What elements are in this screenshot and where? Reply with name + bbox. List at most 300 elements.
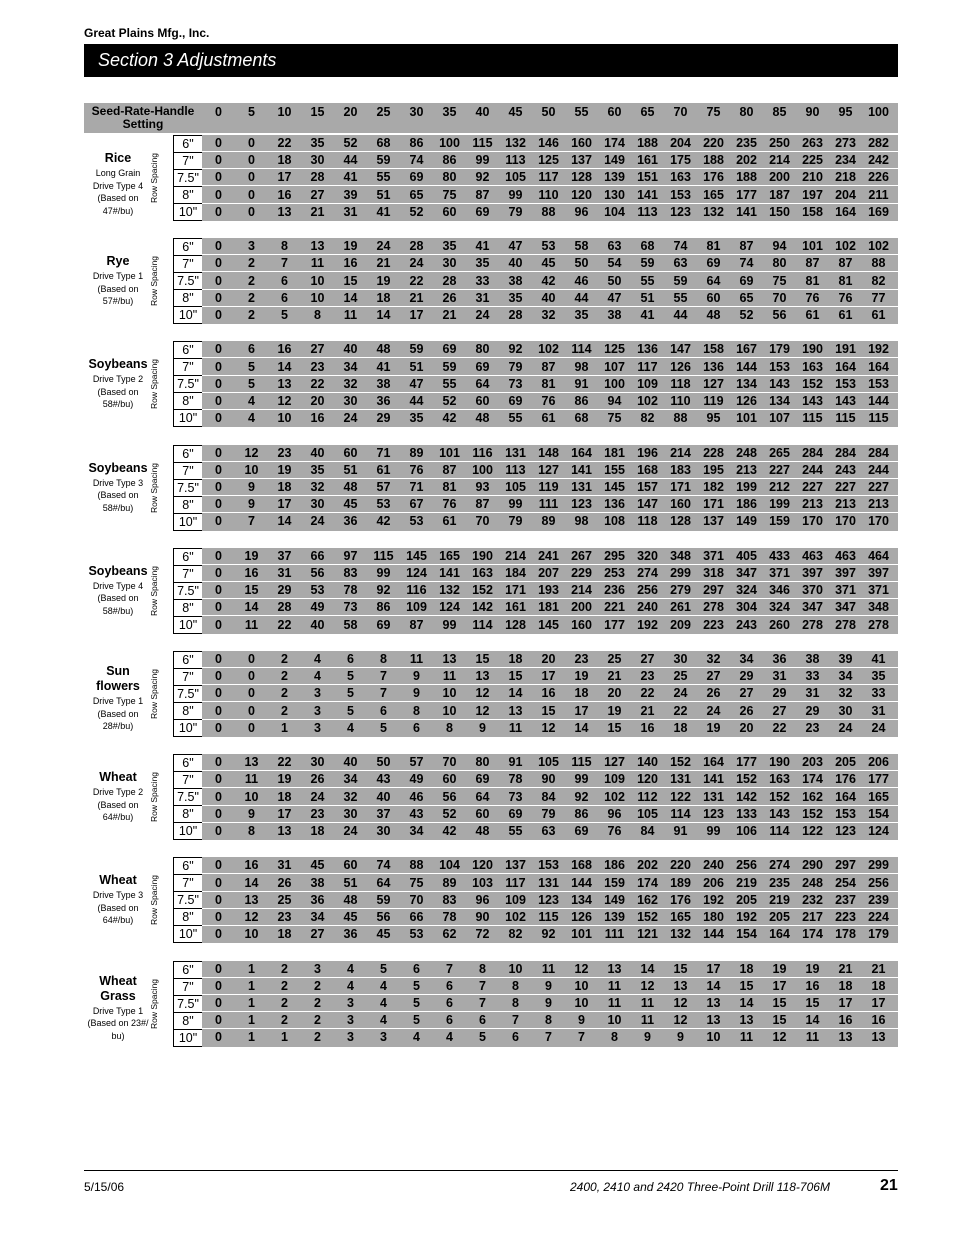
rate-values-grid	[202, 445, 898, 531]
rate-value-cell: 98	[574, 514, 589, 529]
rate-value-cell: 23	[277, 909, 292, 924]
rate-value-cell: 59	[640, 256, 655, 271]
rate-value-cell: 174	[802, 772, 823, 787]
rate-value-cell: 87	[475, 497, 490, 512]
rate-value-cell: 0	[215, 875, 222, 890]
rate-value-cell: 24	[310, 789, 325, 804]
rate-value-cell: 206	[703, 875, 724, 890]
rate-value-cell: 20	[310, 393, 325, 408]
rate-value-cell: 16	[541, 686, 556, 701]
rate-value-cell: 2	[314, 978, 321, 993]
rate-value-cell: 82	[871, 273, 886, 288]
rate-value-cell: 75	[607, 411, 622, 426]
rate-value-cell: 41	[376, 204, 391, 219]
rate-value-cell: 0	[215, 927, 222, 942]
rate-value-cell: 24	[409, 256, 424, 271]
row-spacing-cell: 6"	[174, 858, 202, 875]
table-row	[202, 462, 898, 479]
rate-value-cell: 152	[472, 583, 493, 598]
table-row	[202, 152, 898, 169]
rate-value-cell: 220	[703, 136, 724, 150]
rate-value-cell: 102	[868, 239, 889, 254]
setting-header-cell: 20	[343, 105, 358, 119]
rate-value-cell: 160	[571, 617, 592, 632]
rate-value-cell: 11	[244, 617, 259, 632]
row-spacing-cell: 7.5"	[174, 376, 202, 393]
setting-header-cell: 60	[607, 105, 622, 119]
rate-value-cell: 18	[277, 479, 292, 494]
rate-value-cell: 0	[215, 565, 222, 580]
rate-value-cell: 0	[248, 686, 255, 701]
rate-value-cell: 163	[670, 170, 691, 185]
rate-value-cell: 76	[442, 497, 457, 512]
rate-value-cell: 81	[706, 239, 721, 254]
rate-value-cell: 12	[673, 995, 688, 1010]
rate-value-cell: 21	[442, 307, 457, 322]
rate-value-cell: 78	[508, 772, 523, 787]
rate-value-cell: 15	[607, 720, 622, 735]
rate-value-cell: 214	[571, 583, 592, 598]
table-row	[202, 1012, 898, 1029]
rate-value-cell: 347	[835, 600, 856, 615]
rate-value-cell: 68	[574, 411, 589, 426]
row-spacing-column	[173, 341, 202, 427]
rate-value-cell: 132	[439, 583, 460, 598]
rate-value-cell: 226	[868, 170, 889, 185]
rate-value-cell: 278	[868, 617, 889, 632]
rate-value-cell: 193	[538, 583, 559, 598]
rate-value-cell: 244	[868, 462, 889, 477]
rate-value-cell: 176	[835, 772, 856, 787]
rate-value-cell: 79	[541, 806, 556, 821]
rate-value-cell: 98	[574, 359, 589, 374]
rate-value-cell: 397	[835, 565, 856, 580]
rate-value-cell: 105	[637, 806, 658, 821]
rate-value-cell: 155	[604, 462, 625, 477]
rate-value-cell: 227	[868, 479, 889, 494]
rate-value-cell: 30	[673, 652, 688, 666]
rate-value-cell: 54	[607, 256, 622, 271]
rate-value-cell: 11	[739, 1030, 754, 1045]
rate-value-cell: 36	[343, 927, 358, 942]
rate-value-cell: 22	[772, 720, 787, 735]
rate-value-cell: 244	[802, 462, 823, 477]
rate-value-cell: 205	[835, 755, 856, 770]
rate-value-cell: 199	[736, 479, 757, 494]
rate-value-cell: 15	[244, 583, 259, 598]
rate-value-cell: 16	[244, 858, 259, 873]
rate-value-cell: 48	[475, 823, 490, 838]
table-row	[202, 255, 898, 272]
rate-value-cell: 33	[871, 686, 886, 701]
rate-value-cell: 370	[802, 583, 823, 598]
rate-value-cell: 261	[670, 600, 691, 615]
setting-header-cell: 45	[508, 105, 523, 119]
rate-value-cell: 3	[314, 686, 321, 701]
rate-value-cell: 88	[541, 204, 556, 219]
rate-value-cell: 133	[736, 806, 757, 821]
rate-value-cell: 117	[538, 170, 559, 185]
rate-value-cell: 25	[673, 669, 688, 684]
rate-value-cell: 73	[508, 376, 523, 391]
rate-value-cell: 50	[607, 273, 622, 288]
rate-value-cell: 12	[673, 1013, 688, 1028]
rate-value-cell: 1	[248, 961, 255, 976]
rate-value-cell: 60	[442, 772, 457, 787]
rate-value-cell: 63	[673, 256, 688, 271]
rate-value-cell: 0	[215, 411, 222, 426]
rate-value-cell: 250	[769, 136, 790, 150]
rate-value-cell: 24	[871, 720, 886, 735]
rate-value-cell: 175	[670, 153, 691, 168]
table-row	[202, 909, 898, 926]
crop-block	[84, 651, 898, 737]
rate-value-cell: 0	[215, 256, 222, 271]
row-spacing-cell: 7.5"	[174, 273, 202, 290]
rate-value-cell: 253	[604, 565, 625, 580]
row-spacing-cell: 10"	[178, 1030, 198, 1045]
rate-value-cell: 132	[703, 204, 724, 219]
rate-value-cell: 51	[376, 187, 391, 202]
rate-value-cell: 2	[248, 307, 255, 322]
rate-value-cell: 15	[673, 961, 688, 976]
crop-name: Wheat	[99, 770, 137, 785]
rate-value-cell: 14	[805, 1013, 820, 1028]
rate-value-cell: 131	[538, 875, 559, 890]
rate-value-cell: 2	[314, 995, 321, 1010]
crop-description-line: Drive Type 2	[92, 374, 144, 385]
rate-value-cell: 66	[310, 548, 325, 563]
rate-value-cell: 115	[802, 411, 823, 426]
rate-value-cell: 114	[571, 342, 592, 357]
rate-value-cell: 6	[380, 703, 387, 718]
rate-value-cell: 48	[343, 892, 358, 907]
rate-value-cell: 297	[835, 858, 856, 873]
rate-value-cell: 131	[571, 479, 592, 494]
rate-value-cell: 84	[541, 789, 556, 804]
rate-value-cell: 7	[380, 669, 387, 684]
rate-value-cell: 14	[277, 514, 292, 529]
rate-value-cell: 6	[479, 1013, 486, 1028]
rate-value-cell: 0	[215, 617, 222, 632]
rate-value-cell: 237	[835, 892, 856, 907]
rate-value-cell: 347	[802, 600, 823, 615]
rate-value-cell: 19	[244, 548, 259, 563]
rate-value-cell: 96	[475, 892, 490, 907]
rate-value-cell: 127	[604, 755, 625, 770]
rate-value-cell: 147	[637, 497, 658, 512]
rate-value-cell: 2	[248, 273, 255, 288]
rate-value-cell: 34	[409, 823, 424, 838]
rate-value-cell: 2	[281, 995, 288, 1010]
rate-value-cell: 122	[802, 823, 823, 838]
rate-value-cell: 48	[376, 342, 391, 357]
rate-value-cell: 0	[215, 307, 222, 322]
rate-value-cell: 31	[343, 204, 358, 219]
rate-value-cell: 24	[673, 686, 688, 701]
rate-value-cell: 191	[835, 342, 856, 357]
row-spacing-text: Row Spacing	[149, 256, 159, 307]
rate-value-cell: 87	[442, 462, 457, 477]
rate-value-cell: 163	[472, 565, 493, 580]
rate-value-cell: 0	[215, 170, 222, 185]
row-spacing-cell: 8"	[174, 497, 202, 514]
rate-value-cell: 13	[673, 978, 688, 993]
rate-value-cell: 0	[215, 273, 222, 288]
rate-value-cell: 56	[772, 307, 787, 322]
row-spacing-cell: 7"	[174, 669, 202, 686]
rate-value-cell: 36	[772, 652, 787, 666]
rate-value-cell: 9	[644, 1030, 651, 1045]
table-row	[202, 1029, 898, 1046]
rate-value-cell: 21	[871, 961, 886, 976]
rate-value-cell: 5	[479, 1030, 486, 1045]
rate-value-cell: 6	[281, 273, 288, 288]
rate-value-cell: 53	[310, 583, 325, 598]
rate-value-cell: 69	[376, 617, 391, 632]
rate-value-cell: 63	[607, 239, 622, 254]
rate-value-cell: 187	[769, 187, 790, 202]
rate-value-cell: 136	[604, 497, 625, 512]
rate-value-cell: 86	[442, 153, 457, 168]
rate-value-cell: 10	[508, 961, 523, 976]
rate-value-cell: 112	[637, 789, 658, 804]
rate-value-cell: 0	[215, 445, 222, 460]
rate-value-cell: 87	[409, 617, 424, 632]
rate-value-cell: 295	[604, 548, 625, 563]
rate-value-cell: 89	[442, 875, 457, 890]
rate-value-cell: 21	[607, 669, 622, 684]
rate-values-grid	[202, 238, 898, 324]
rate-value-cell: 90	[541, 772, 556, 787]
rate-value-cell: 58	[343, 617, 358, 632]
rate-value-cell: 70	[409, 892, 424, 907]
rate-value-cell: 0	[215, 961, 222, 976]
rate-value-cell: 4	[380, 978, 387, 993]
rate-value-cell: 11	[607, 995, 622, 1010]
rate-value-cell: 35	[310, 136, 325, 150]
rate-value-cell: 59	[376, 153, 391, 168]
rate-value-cell: 171	[670, 479, 691, 494]
rate-value-cell: 0	[215, 652, 222, 666]
rate-value-cell: 164	[835, 204, 856, 219]
rate-value-cell: 210	[802, 170, 823, 185]
rate-value-cell: 30	[310, 497, 325, 512]
footer-model: 2400, 2410 and 2420 Three-Point Drill 118-706M	[570, 1180, 830, 1194]
rate-value-cell: 17	[409, 307, 424, 322]
table-row	[202, 961, 898, 978]
rate-value-cell: 27	[310, 927, 325, 942]
rate-value-cell: 5	[347, 703, 354, 718]
rate-value-cell: 7	[578, 1030, 585, 1045]
rate-value-cell: 3	[314, 961, 321, 976]
rate-value-cell: 71	[376, 445, 391, 460]
rate-value-cell: 18	[310, 823, 325, 838]
rate-value-cell: 371	[703, 548, 724, 563]
rate-value-cell: 10	[574, 995, 589, 1010]
page-number: 21	[880, 1177, 898, 1194]
rate-value-cell: 164	[835, 359, 856, 374]
rate-value-cell: 165	[670, 909, 691, 924]
crop-description-line: Long Grain	[95, 168, 141, 178]
crop-name: Soybeans	[88, 460, 148, 475]
rate-value-cell: 31	[805, 686, 820, 701]
rate-value-cell: 405	[736, 548, 757, 563]
rate-value-cell: 118	[670, 376, 691, 391]
row-spacing-text: Row Spacing	[149, 668, 159, 720]
rate-value-cell: 23	[310, 806, 325, 821]
rate-value-cell: 176	[670, 892, 691, 907]
table-row	[202, 169, 898, 186]
rate-value-cell: 46	[574, 273, 589, 288]
rate-value-cell: 221	[604, 600, 625, 615]
rate-value-cell: 109	[604, 772, 625, 787]
rate-value-cell: 146	[538, 136, 559, 150]
rate-value-cell: 24	[343, 411, 358, 426]
rate-value-cell: 304	[736, 600, 757, 615]
rate-value-cell: 101	[571, 927, 592, 942]
rate-value-cell: 212	[769, 479, 790, 494]
table-row	[202, 754, 898, 771]
rate-value-cell: 174	[802, 927, 823, 942]
rate-value-cell: 21	[310, 204, 325, 219]
rate-value-cell: 13	[706, 995, 721, 1010]
rate-value-cell: 397	[868, 565, 889, 580]
rate-value-cell: 92	[376, 583, 391, 598]
rate-value-cell: 8	[545, 1013, 552, 1028]
rate-value-cell: 66	[409, 909, 424, 924]
rate-value-cell: 120	[472, 858, 493, 873]
rate-value-cell: 184	[505, 565, 526, 580]
rate-value-cell: 192	[868, 342, 889, 357]
rate-value-cell: 18	[277, 789, 292, 804]
rate-value-cell: 105	[538, 755, 559, 770]
rate-value-cell: 204	[835, 187, 856, 202]
crop-description-line: Drive Type 4	[92, 180, 144, 191]
rate-value-cell: 279	[670, 583, 691, 598]
rate-value-cell: 87	[838, 256, 853, 271]
rate-value-cell: 16	[277, 187, 292, 202]
rate-value-cell: 65	[739, 290, 754, 305]
rate-value-cell: 170	[868, 514, 889, 529]
rate-value-cell: 6	[512, 1030, 519, 1045]
rate-value-cell: 20	[541, 652, 556, 666]
rate-value-cell: 13	[277, 376, 292, 391]
rate-value-cell: 70	[442, 755, 457, 770]
rate-value-cell: 17	[871, 995, 886, 1010]
rate-value-cell: 59	[442, 359, 457, 374]
rate-value-cell: 13	[277, 204, 292, 219]
rate-value-cell: 10	[244, 789, 259, 804]
crop-description-line: (Based on	[97, 902, 139, 913]
rate-value-cell: 132	[505, 136, 526, 150]
rate-value-cell: 1	[281, 720, 288, 735]
rate-value-cell: 86	[376, 600, 391, 615]
rate-value-cell: 17	[772, 978, 787, 993]
rate-value-cell: 14	[244, 875, 259, 890]
rate-value-cell: 2	[248, 290, 255, 305]
rate-value-cell: 120	[571, 187, 592, 202]
crop-description-line: Drive Type 4	[92, 580, 144, 591]
setting-header-cell: 40	[475, 105, 490, 119]
rate-value-cell: 87	[805, 256, 820, 271]
rate-value-cell: 3	[380, 1030, 387, 1045]
row-spacing-cell: 7"	[174, 153, 202, 170]
rate-value-cell: 144	[868, 393, 889, 408]
rate-value-cell: 123	[538, 892, 559, 907]
rate-value-cell: 34	[310, 909, 325, 924]
rate-value-cell: 13	[277, 823, 292, 838]
crop-name: Wheat	[99, 873, 137, 888]
rate-value-cell: 214	[505, 548, 526, 563]
rate-value-cell: 4	[380, 1013, 387, 1028]
rate-value-cell: 171	[505, 583, 526, 598]
rate-value-cell: 24	[343, 823, 358, 838]
rate-value-cell: 149	[604, 892, 625, 907]
rate-value-cell: 11	[541, 961, 556, 976]
rate-value-cell: 174	[637, 875, 658, 890]
rate-value-cell: 111	[604, 927, 625, 942]
rate-value-cell: 120	[637, 772, 658, 787]
rate-value-cell: 29	[739, 669, 754, 684]
crop-name: Rice	[104, 151, 132, 165]
rate-value-cell: 105	[505, 479, 526, 494]
rate-value-cell: 99	[376, 565, 391, 580]
rate-value-cell: 14	[640, 961, 655, 976]
crop-description-line: 28#/bu)	[102, 721, 134, 731]
rate-value-cell: 6	[446, 978, 453, 993]
rate-value-cell: 26	[739, 703, 754, 718]
row-spacing-cell: 10"	[178, 824, 198, 839]
rate-value-cell: 116	[472, 445, 493, 460]
rate-value-cell: 3	[314, 703, 321, 718]
rate-value-cell: 0	[215, 909, 222, 924]
rate-value-cell: 22	[277, 136, 292, 150]
rate-value-cell: 18	[871, 978, 886, 993]
rate-value-cell: 220	[670, 858, 691, 873]
rate-value-cell: 110	[538, 187, 559, 202]
setting-header-cell: 100	[868, 105, 889, 119]
rate-value-cell: 205	[769, 909, 790, 924]
rate-value-cell: 25	[607, 652, 622, 666]
crop-description-line: 57#/bu)	[102, 296, 134, 307]
rate-value-cell: 52	[409, 204, 424, 219]
rate-value-cell: 113	[505, 153, 526, 168]
rate-value-cell: 17	[574, 703, 589, 718]
rate-value-cell: 284	[802, 445, 823, 460]
crop-description-line: Drive Type 2	[92, 787, 144, 798]
rate-value-cell: 34	[343, 359, 358, 374]
row-spacing-cell: 8"	[174, 187, 202, 204]
rate-value-cell: 82	[508, 927, 523, 942]
rate-value-cell: 137	[505, 858, 526, 873]
rate-value-cell: 16	[343, 256, 358, 271]
rate-value-cell: 122	[670, 789, 691, 804]
rate-value-cell: 254	[835, 875, 856, 890]
rate-value-cell: 50	[574, 256, 589, 271]
rate-value-cell: 65	[409, 187, 424, 202]
crop-name: Rye	[106, 254, 130, 269]
table-row	[202, 926, 898, 943]
rate-value-cell: 227	[769, 462, 790, 477]
rate-value-cell: 107	[769, 411, 790, 426]
rate-value-cell: 5	[413, 1013, 420, 1028]
rate-value-cell: 243	[736, 617, 757, 632]
rate-value-cell: 81	[442, 479, 457, 494]
rate-value-cell: 218	[835, 170, 856, 185]
rate-value-cell: 99	[475, 153, 490, 168]
rate-value-cell: 25	[277, 892, 292, 907]
